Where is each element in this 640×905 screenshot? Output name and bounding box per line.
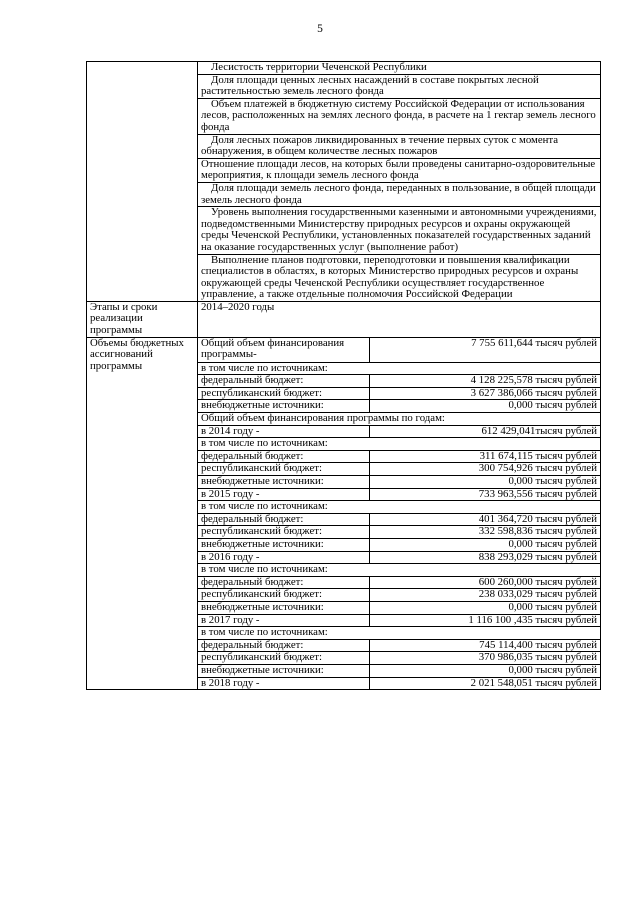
- indicators-label-cell: [87, 62, 198, 302]
- total-funding-value: 7 755 611,644 тысяч рублей: [370, 337, 601, 362]
- source-row-label: республиканский бюджет:: [198, 387, 370, 400]
- indicator-text: Доля площади ценных лесных насаждений в составе покрытых лесной растительностью земель лесного фонда: [201, 73, 539, 98]
- indicator-text: Объем платежей в бюджетную систему Российской Федерации от использования лесов, расположенных на землях лесного фонда, в расчете на 1 гектар земель лесного фонда: [201, 97, 596, 133]
- year-source-row-value: 0,000 тысяч рублей: [370, 538, 601, 551]
- year-row-label: в 2015 году -: [198, 488, 370, 501]
- source-row-label: внебюджетные источники:: [198, 400, 370, 413]
- total-funding-label: Общий объем финансирования программы-: [198, 337, 370, 362]
- year-row-value: 1 116 100 ,435 тысяч рублей: [370, 614, 601, 627]
- stages-label: Этапы и сроки реализации программы: [87, 301, 198, 337]
- program-passport-table: [86, 61, 601, 690]
- year-source-row-value: 311 674,115 тысяч рублей: [370, 450, 601, 463]
- stages-row: [87, 301, 601, 337]
- year-source-row-value: 238 033,029 тысяч рублей: [370, 589, 601, 602]
- indicator-item: [198, 74, 600, 98]
- indicator-text: Выполнение планов подготовки, переподготовки и повышения квалификации специалистов в областях, в которых Министерство природных ресурсов и охраны окружающей среды Чеченской Республики осуществляет государственное управление, а также отдельные полномочия Российской Федерации: [201, 253, 579, 301]
- year-source-row-label: республиканский бюджет:: [198, 463, 370, 476]
- year-source-row-label: республиканский бюджет:: [198, 526, 370, 539]
- year-source-row-value: 370 986,035 тысяч рублей: [370, 652, 601, 665]
- year-row-label: в 2017 году -: [198, 614, 370, 627]
- year-source-row-value: 0,000 тысяч рублей: [370, 601, 601, 614]
- year-row-label: в 2016 году -: [198, 551, 370, 564]
- year-source-row-label: республиканский бюджет:: [198, 652, 370, 665]
- year-source-row-label: внебюджетные источники:: [198, 538, 370, 551]
- funding-label: Объемы бюджетных ассигнований программы: [87, 337, 198, 689]
- year-source-row-value: 0,000 тысяч рублей: [370, 664, 601, 677]
- indicators-cell: [198, 62, 601, 302]
- year-row-value: 612 429,041тысяч рублей: [370, 425, 601, 438]
- year-source-row-label: внебюджетные источники:: [198, 601, 370, 614]
- year-source-row-value: 401 364,720 тысяч рублей: [370, 513, 601, 526]
- year-source-row-label: внебюджетные источники:: [198, 476, 370, 489]
- source-row-value: 0,000 тысяч рублей: [370, 400, 601, 413]
- by-source-header: в том числе по источникам:: [198, 362, 601, 375]
- indicator-text: Доля площади земель лесного фонда, переданных в пользование, в общей площади земель лесного фонда: [201, 181, 596, 206]
- year-source-row-label: федеральный бюджет:: [198, 576, 370, 589]
- year-row-value: 733 963,556 тысяч рублей: [370, 488, 601, 501]
- by-year-header: Общий объем финансирования программы по годам:: [198, 413, 601, 426]
- year-row-value: 2 021 548,051 тысяч рублей: [370, 677, 601, 690]
- year-source-row-label: федеральный бюджет:: [198, 513, 370, 526]
- year-source-row-value: 332 598,836 тысяч рублей: [370, 526, 601, 539]
- year-sources-header: в том числе по источникам:: [198, 438, 601, 451]
- indicator-text: Уровень выполнения государственными казенными и автономными учреждениями, подведомственными Министерству природных ресурсов и охраны окружающей среды Чеченской Республики, установленных показателей государственных заданий на оказание государственных услуг (выполнение работ): [201, 206, 597, 253]
- year-source-row-value: 0,000 тысяч рублей: [370, 476, 601, 489]
- indicator-item: [198, 98, 600, 134]
- indicator-item: [198, 182, 600, 206]
- source-row-label: федеральный бюджет:: [198, 375, 370, 388]
- year-source-row-label: федеральный бюджет:: [198, 450, 370, 463]
- year-source-row-label: внебюджетные источники:: [198, 664, 370, 677]
- indicator-item: [198, 62, 600, 74]
- source-row-value: 4 128 225,578 тысяч рублей: [370, 375, 601, 388]
- indicator-item: [198, 134, 600, 158]
- indicator-item: [198, 207, 600, 254]
- indicator-item: [198, 254, 600, 301]
- year-row-value: 838 293,029 тысяч рублей: [370, 551, 601, 564]
- indicator-text: Отношение площади лесов, на которых были проведены санитарно-оздоровительные мероприятия, к площади земель лесного фонда: [201, 157, 596, 182]
- indicator-text: Доля лесных пожаров ликвидированных в течение первых суток с момента обнаружения, в общем количестве лесных пожаров: [201, 133, 559, 158]
- page-number: 5: [317, 23, 323, 35]
- funding-total-funding: [87, 337, 601, 362]
- year-source-row-value: 745 114,400 тысяч рублей: [370, 639, 601, 652]
- year-source-row-label: республиканский бюджет:: [198, 589, 370, 602]
- stages-value: 2014–2020 годы: [198, 301, 601, 337]
- year-source-row-value: 300 754,926 тысяч рублей: [370, 463, 601, 476]
- year-source-row-value: 600 260,000 тысяч рублей: [370, 576, 601, 589]
- year-sources-header: в том числе по источникам:: [198, 501, 601, 514]
- source-row-value: 3 627 386,066 тысяч рублей: [370, 387, 601, 400]
- year-row-label: в 2014 году -: [198, 425, 370, 438]
- year-source-row-label: федеральный бюджет:: [198, 639, 370, 652]
- year-row-label: в 2018 году -: [198, 677, 370, 690]
- indicators-row: [87, 62, 601, 302]
- indicator-item: [198, 158, 600, 182]
- indicators-list: [198, 62, 600, 301]
- year-sources-header: в том числе по источникам:: [198, 564, 601, 577]
- year-sources-header: в том числе по источникам:: [198, 627, 601, 640]
- indicator-text: Лесистость территории Чеченской Республики: [211, 61, 427, 73]
